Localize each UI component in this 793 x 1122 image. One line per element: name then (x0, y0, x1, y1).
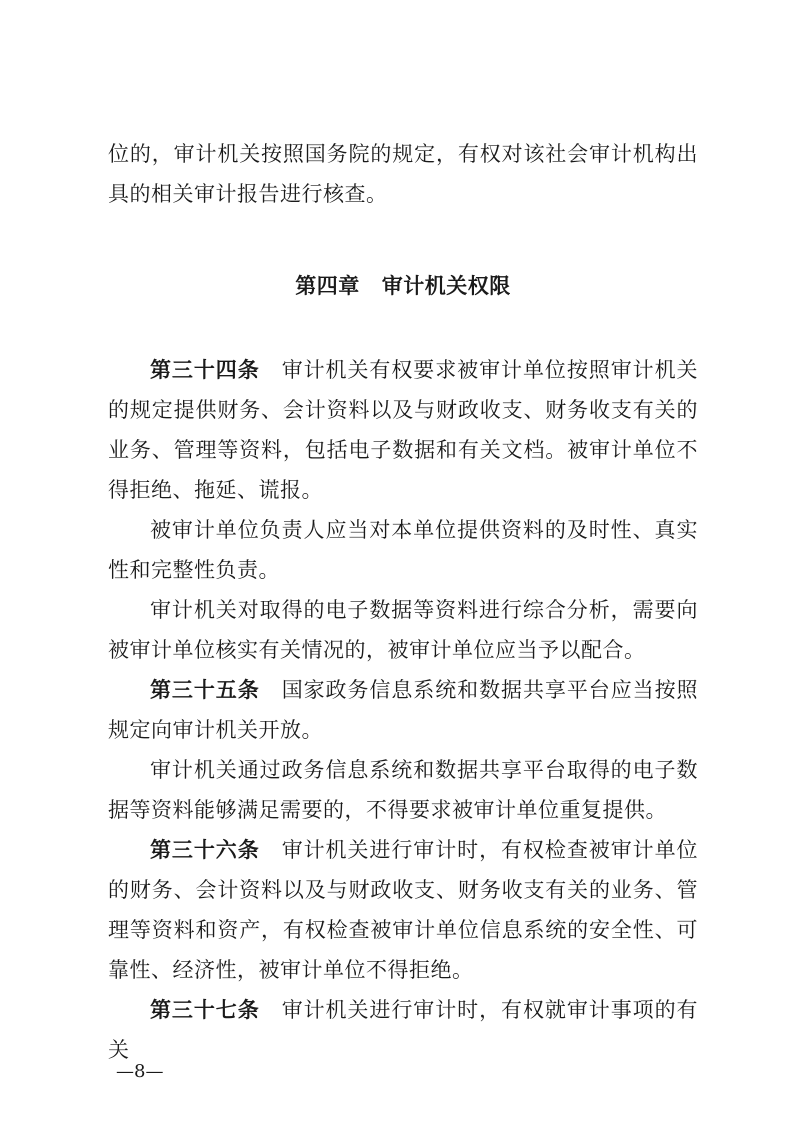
chapter-number: 第四章 (295, 274, 360, 298)
article-34-text: 审计机关有权要求被审计单位按照审计机关的规定提供财务、会计资料以及与财政收支、财务收支有关的业务、管理等资料，包括电子数据和有关文档。被审计单位不得拒绝、拖延、谎报。 (108, 358, 699, 502)
article-34-paragraph-2: 被审计单位负责人应当对本单位提供资料的及时性、真实性和完整性负责。 (108, 518, 698, 582)
article-35-text: 国家政务信息系统和数据共享平台应当按照规定向审计机关开放。 (108, 678, 699, 742)
article-35-paragraph-2: 审计机关通过政务信息系统和数据共享平台取得的电子数据等资料能够满足需要的，不得要求被审计单位重复提供。 (108, 758, 698, 822)
article-37-paragraph-1 (108, 990, 698, 1070)
article-34-paragraph-1 (108, 350, 698, 510)
chapter-title-text: 审计机关权限 (381, 274, 511, 298)
continued-paragraph: 位的，审计机关按照国务院的规定，有权对该社会审计机构出具的相关审计报告进行核查。 (108, 142, 698, 206)
article-37-number: 第三十七条 (150, 998, 260, 1022)
page-number: —8— (116, 1061, 164, 1082)
document-body (108, 134, 698, 1070)
article-36-number: 第三十六条 (150, 838, 260, 862)
article-35-number: 第三十五条 (150, 678, 260, 702)
article-34-number: 第三十四条 (150, 358, 260, 382)
article-36-text: 审计机关进行审计时，有权检查被审计单位的财务、会计资料以及与财政收支、财务收支有关的业务、管理等资料和资产，有权检查被审计单位信息系统的安全性、可靠性、经济性，被审计单位不得拒绝。 (108, 838, 699, 982)
article-34-paragraph-3: 审计机关对取得的电子数据等资料进行综合分析，需要向被审计单位核实有关情况的，被审计单位应当予以配合。 (108, 598, 698, 662)
article-37-text: 审计机关进行审计时，有权就审计事项的有关 (108, 998, 699, 1062)
article-36-paragraph-1 (108, 830, 698, 990)
article-35-paragraph-1 (108, 670, 698, 750)
chapter-heading (108, 266, 698, 306)
